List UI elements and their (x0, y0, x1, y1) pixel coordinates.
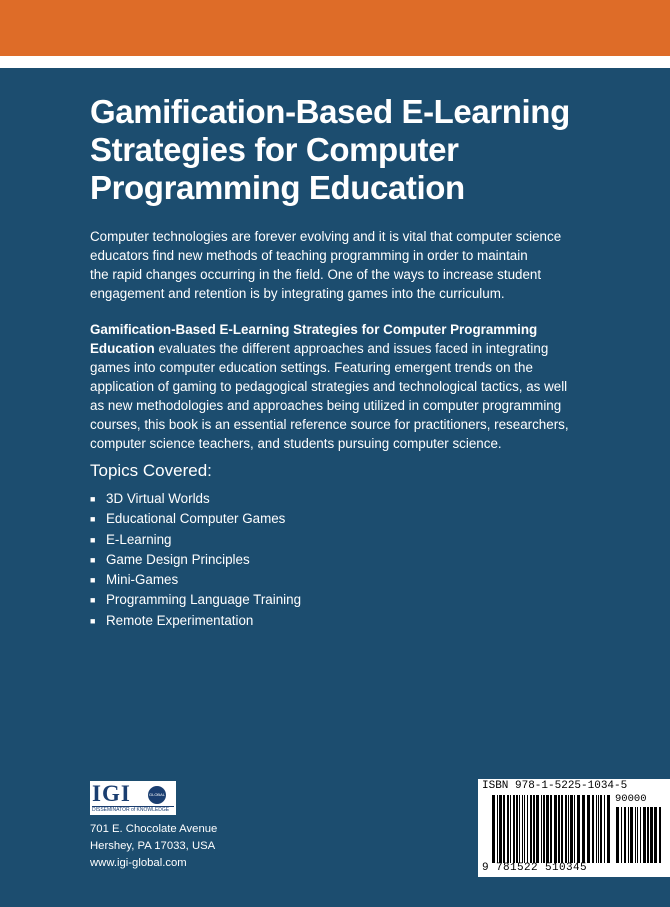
barcode-bar (516, 795, 518, 863)
isbn-label: ISBN 978-1-5225-1034-5 (482, 780, 628, 792)
book-title-inline-end: Education (90, 341, 155, 356)
address-line: 701 E. Chocolate Avenue (90, 823, 218, 835)
title-line: Programming Education (90, 169, 465, 206)
intro-line: educators find new methods of teaching programming in order to maintain (90, 248, 528, 263)
intro-line: Computer technologies are forever evolving and it is vital that computer science (90, 229, 562, 244)
topics-heading: Topics Covered: (90, 461, 212, 480)
square-bullet-icon: ■ (90, 615, 96, 626)
topic-item (90, 550, 301, 570)
barcode-bar (503, 795, 505, 863)
barcode-bar (558, 795, 560, 863)
barcode-bars-main (492, 795, 612, 865)
cover-panel (0, 68, 670, 907)
description-line: computer science teachers, and students pursuing computer science. (90, 436, 502, 451)
barcode-bar (598, 795, 599, 863)
barcode-bar (592, 795, 594, 863)
price-code: 90000 (615, 793, 647, 805)
barcode-bar (570, 795, 573, 863)
barcode-bar (596, 795, 597, 863)
globe-icon: GLOBAL (148, 786, 166, 804)
barcode-bar (643, 807, 646, 863)
barcode-bar (513, 795, 515, 863)
barcode-bar (607, 795, 610, 863)
address-line: Hershey, PA 17033, USA (90, 840, 216, 852)
square-bullet-icon: ■ (90, 514, 96, 525)
barcode-bar (530, 795, 532, 863)
topic-item (90, 590, 301, 610)
barcode-bar (519, 795, 520, 863)
isbn-barcode (478, 779, 670, 877)
square-bullet-icon: ■ (90, 494, 96, 504)
topic-item (90, 530, 301, 550)
barcode-bar (647, 807, 649, 863)
barcode-bar (654, 807, 657, 863)
topic-item (90, 570, 301, 590)
barcode-bar (574, 795, 575, 863)
topic-label: Mini-Games (106, 572, 179, 588)
barcode-bar (577, 795, 580, 863)
book-title-inline: Gamification-Based E-Learning Strategies for Computer Programming (90, 322, 538, 337)
topic-label: Programming Language Training (106, 592, 302, 608)
barcode-bar (554, 795, 557, 863)
barcode-bar (600, 795, 602, 863)
publisher-logo (90, 781, 176, 815)
topic-label: E-Learning (106, 531, 172, 547)
square-bullet-icon: ■ (90, 595, 96, 606)
barcode-bar (527, 795, 528, 863)
intro-line: engagement and retention is by integrating games into the curriculum. (90, 286, 505, 301)
topic-item (90, 611, 301, 631)
intro-line: the rapid changes occurring in the field. One of the ways to increase student (90, 267, 542, 282)
barcode-bar (650, 807, 653, 863)
barcode-bar (587, 795, 590, 863)
title-line: Strategies for Computer (90, 131, 459, 168)
square-bullet-icon: ■ (90, 575, 96, 586)
barcode-bar (635, 807, 636, 863)
title-line: Gamification-Based E-Learning (90, 93, 570, 130)
barcode-bar (510, 795, 511, 863)
barcode-bar (616, 807, 619, 863)
barcode-bar (536, 795, 539, 863)
logo-tagline: DISSEMINATOR of KNOWLEDGE (92, 806, 174, 814)
barcode-bar (565, 795, 567, 863)
barcode-bar (582, 795, 585, 863)
barcode-bar (522, 795, 523, 863)
intro-paragraph (90, 227, 610, 303)
barcode-bars-addon (616, 807, 664, 865)
topic-label: Educational Computer Games (106, 511, 286, 527)
barcode-bar (543, 795, 545, 863)
book-title (90, 93, 610, 207)
description-line: as new methodologies and approaches being utilized in computer programming (90, 398, 562, 413)
description-line (90, 339, 610, 358)
barcode-bar (546, 795, 549, 863)
topic-item (90, 489, 301, 509)
square-bullet-icon: ■ (90, 554, 96, 565)
description-line (90, 320, 610, 339)
barcode-digits: 9 781522 510345 (482, 862, 588, 874)
publisher-address (90, 821, 217, 872)
topics-list (90, 489, 301, 631)
barcode-bar (659, 807, 661, 863)
logo-wordmark: IGI (92, 781, 131, 806)
publisher-website: www.igi-global.com (90, 857, 187, 869)
barcode-bar (550, 795, 552, 863)
square-bullet-icon: ■ (90, 534, 96, 545)
barcode-bar (497, 795, 498, 863)
topic-label: Remote Experimentation (106, 612, 254, 628)
barcode-bar (640, 807, 641, 863)
barcode-bar (533, 795, 535, 863)
description-line: courses, this book is an essential reference source for practitioners, researchers, (90, 417, 569, 432)
topic-label: Game Design Principles (106, 551, 250, 567)
description-line: games into computer education settings. Featuring emergent trends on the (90, 360, 533, 375)
barcode-bar (630, 807, 633, 863)
barcode-bar (637, 807, 638, 863)
barcode-bar (604, 795, 605, 863)
barcode-bar (492, 795, 495, 863)
barcode-bar (561, 795, 563, 863)
topic-item (90, 509, 301, 529)
description-text: evaluates the different approaches and issues faced in integrating (154, 341, 549, 356)
barcode-bar (621, 807, 622, 863)
barcode-bar (541, 795, 542, 863)
barcode-bar (624, 807, 626, 863)
barcode-bar (628, 807, 629, 863)
topic-label: 3D Virtual Worlds (106, 491, 210, 506)
barcode-bar (499, 795, 502, 863)
barcode-bar (507, 795, 509, 863)
description-line: application of gaming to pedagogical strategies and technological tactics, as well (90, 379, 568, 394)
description-paragraph (90, 320, 610, 453)
orange-top-band (0, 0, 670, 56)
barcode-bar (524, 795, 525, 863)
barcode-bar (568, 795, 569, 863)
